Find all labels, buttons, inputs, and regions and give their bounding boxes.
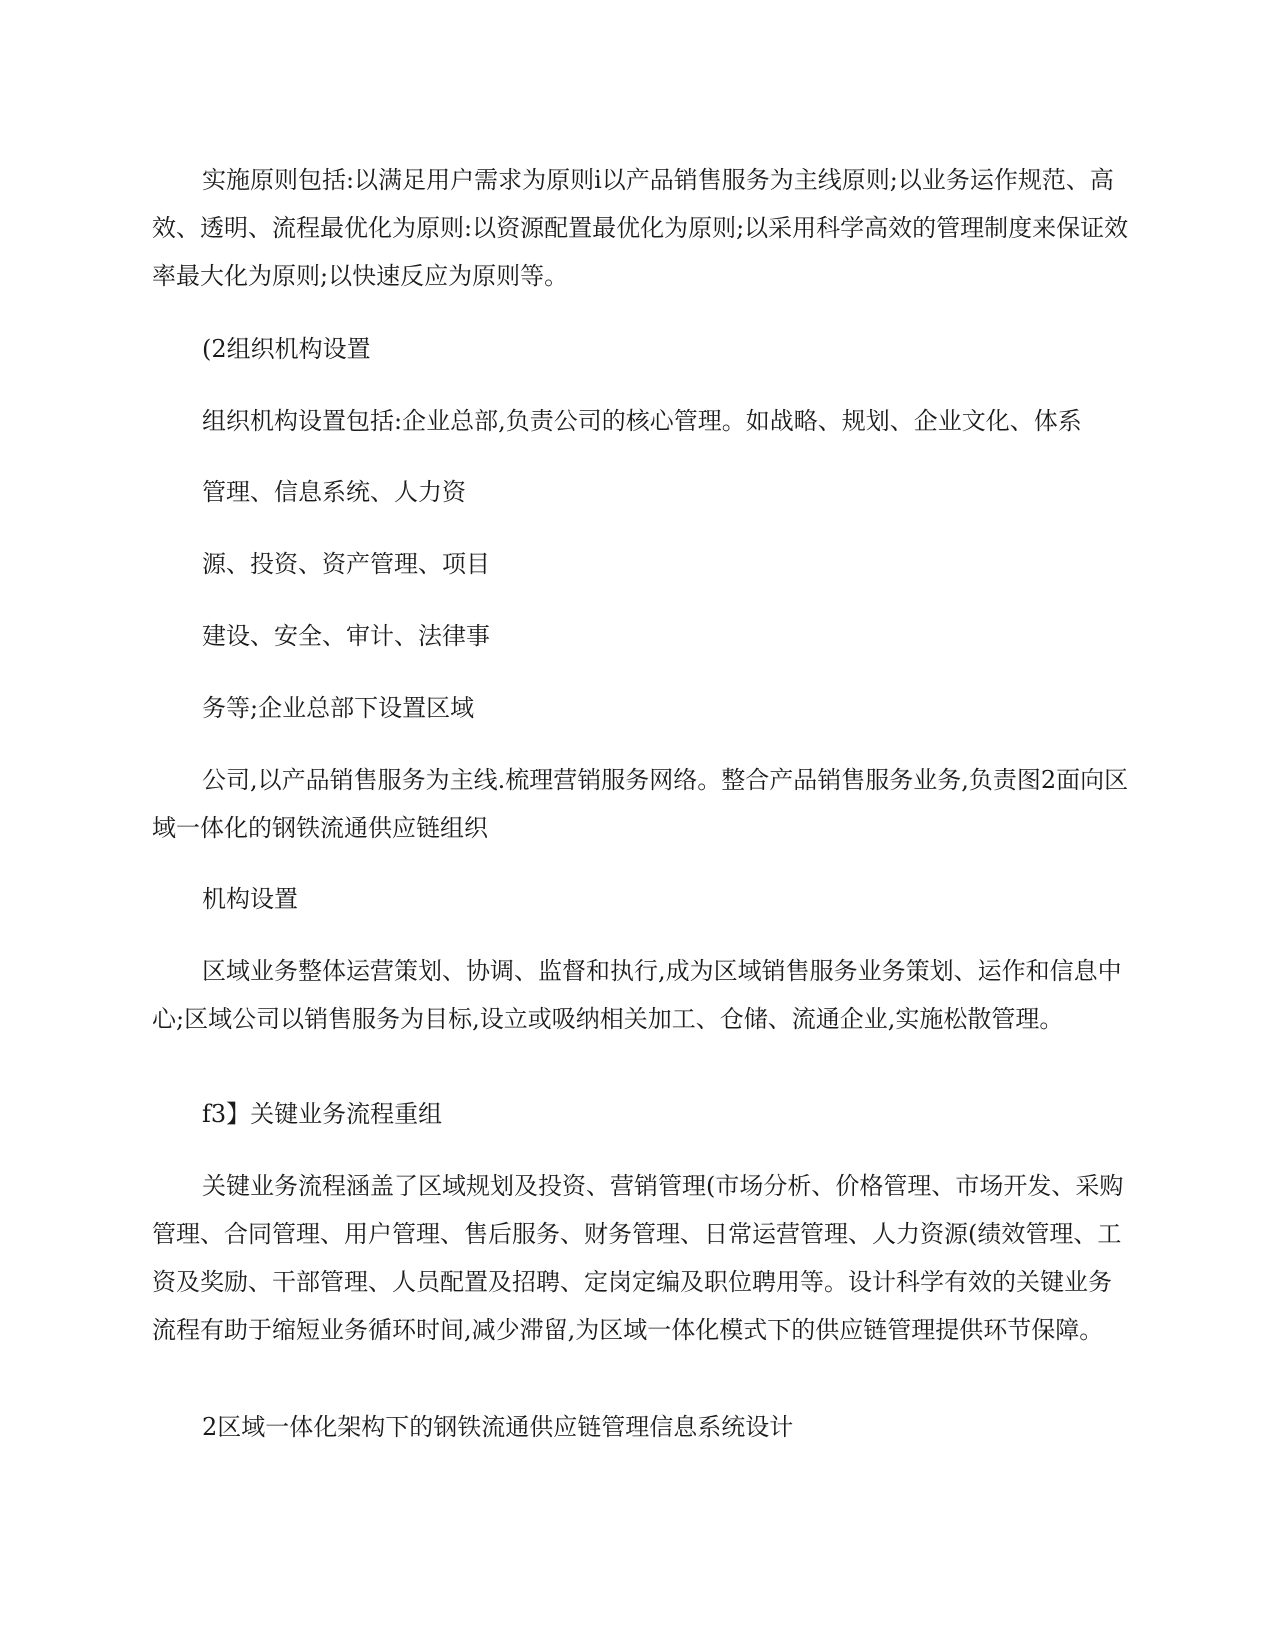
figure-caption-fragment: 机构设置 <box>202 885 298 913</box>
paragraph-line-fragment: 管理、信息系统、人力资 <box>202 478 466 506</box>
heading-organization-setup: (2组织机构设置 <box>202 335 371 363</box>
paragraph-organization-intro: 组织机构设置包括:企业总部,负责公司的核心管理。如战略、规划、企业文化、体系 <box>202 407 1082 435</box>
paragraph-implementation-principles: 实施原则包括:以满足用户需求为原则i以产品销售服务为主线原则;以业务运作规范、高效、透明、流程最优化为原则:以资源配置最优化为原则;以采用科学高效的管理制度来保证效率最大化为原则;以快速反应为原则等。 <box>152 166 1129 290</box>
paragraph-regional-company: 公司,以产品销售服务为主线.梳理营销服务网络。整合产品销售服务业务,负责图2面向区域一体化的钢铁流通供应链组织 <box>152 766 1129 842</box>
section-heading-system-design: 2区域一体化架构下的钢铁流通供应链管理信息系统设计 <box>202 1413 794 1441</box>
paragraph-line-fragment: 建设、安全、审计、法律事 <box>202 622 490 650</box>
paragraph-line-fragment: 务等;企业总部下设置区域 <box>202 694 475 722</box>
heading-key-process-reorganization: f3】关键业务流程重组 <box>202 1100 443 1128</box>
paragraph-line-fragment: 源、投资、资产管理、项目 <box>202 550 490 578</box>
paragraph-key-processes: 关键业务流程涵盖了区域规划及投资、营销管理(市场分析、价格管理、市场开发、采购管理、合同管理、用户管理、售后服务、财务管理、日常运营管理、人力资源(绩效管理、工资及奖励、干部管理、人员配置及招聘、定岗定编及职位聘用等。设计科学有效的关键业务流程有助于缩短业务循环时间,减少滞留,为区域一体化模式下的供应链管理提供环节保障。 <box>152 1172 1124 1344</box>
paragraph-regional-operations: 区域业务整体运营策划、协调、监督和执行,成为区域销售服务业务策划、运作和信息中心;区域公司以销售服务为目标,设立或吸纳相关加工、仓储、流通企业,实施松散管理。 <box>152 957 1122 1033</box>
